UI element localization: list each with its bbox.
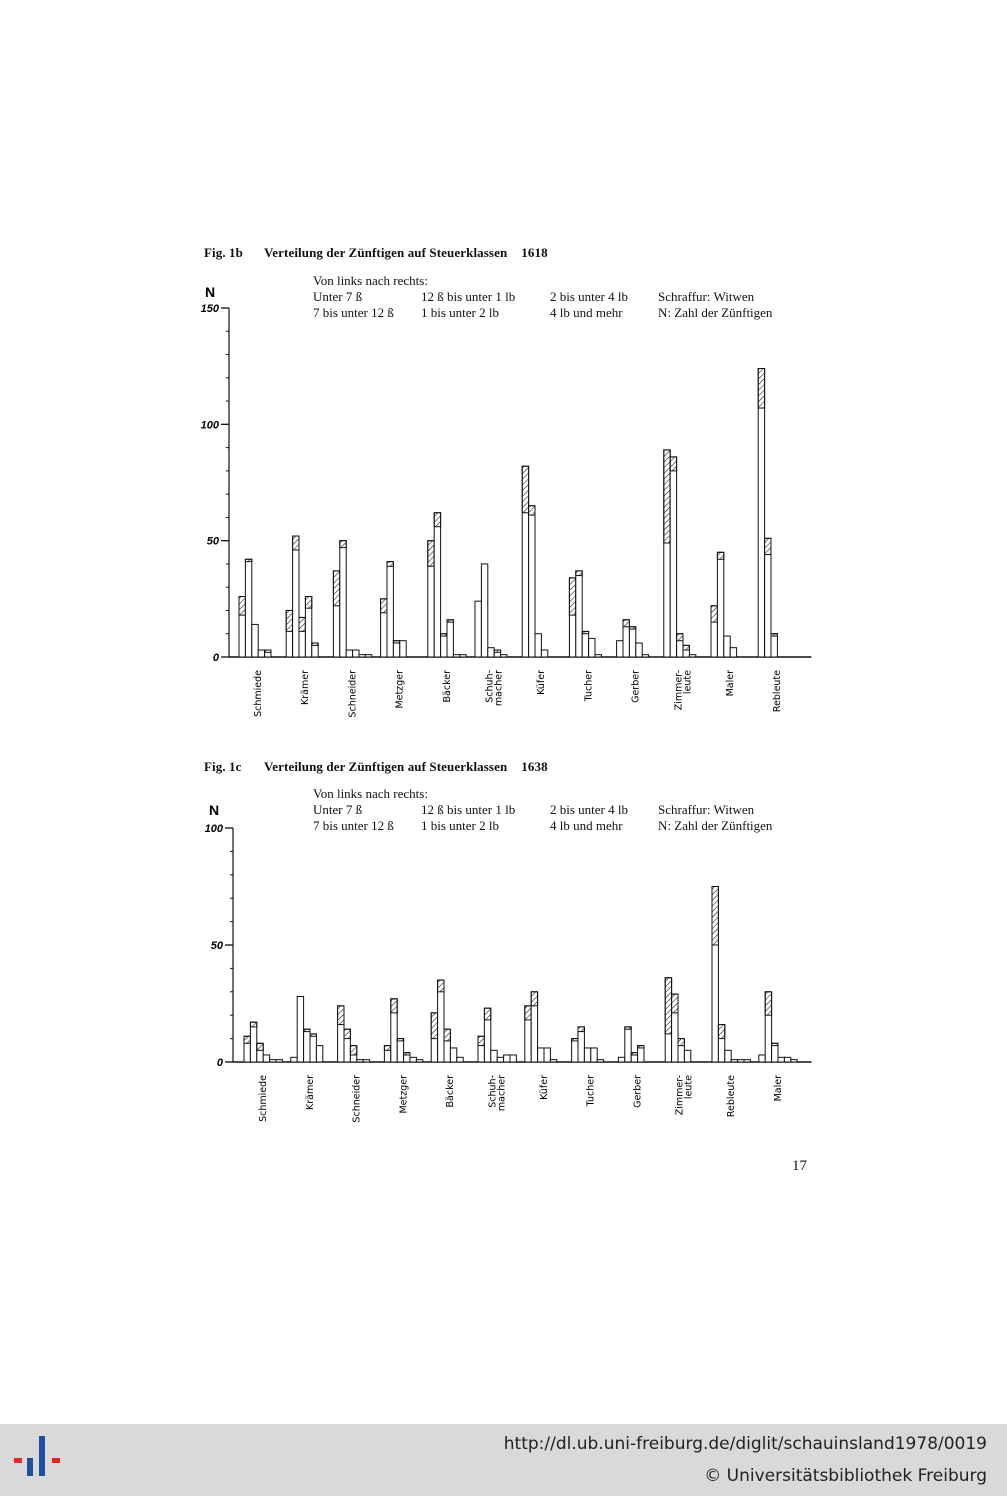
footer-bar <box>0 1424 1007 1496</box>
widow-segment <box>344 1029 350 1038</box>
category-label: Schneider <box>351 1075 363 1123</box>
bar <box>457 1057 463 1062</box>
bar <box>725 1050 731 1062</box>
category-label: Krämer <box>300 670 312 705</box>
widow-segment <box>391 999 397 1013</box>
bar <box>291 1057 297 1062</box>
bar <box>578 1027 584 1062</box>
legend-class-2: 7 bis unter 12 ß <box>313 305 394 320</box>
category-label: Maler <box>725 670 736 697</box>
category-label: Krämer <box>304 1075 316 1110</box>
widow-segment <box>531 992 537 1006</box>
category-label: Tucher <box>583 670 595 702</box>
widow-segment <box>431 1013 437 1039</box>
bar <box>572 1039 578 1062</box>
bar <box>550 1060 556 1062</box>
category-label: Metzger <box>398 1075 410 1114</box>
figure-1c-year: 1638 <box>521 759 548 774</box>
widow-segment <box>350 1046 356 1055</box>
legend-hatch-note: Schraffur: Witwen <box>658 802 755 817</box>
y-tick-label: 100 <box>204 823 223 835</box>
legend-class-2: 7 bis unter 12 ß <box>313 818 394 833</box>
widow-segment <box>572 1039 578 1041</box>
bar <box>310 1034 316 1062</box>
footer-url[interactable]: http://dl.ub.uni-freiburg.de/diglit/schauinsland1978/0019 <box>503 1434 987 1454</box>
category-label: macher <box>496 1075 508 1112</box>
widow-segment <box>304 1029 310 1031</box>
bar <box>276 1060 282 1062</box>
bar <box>591 1048 597 1062</box>
legend-class-6: 4 lb und mehr <box>550 305 623 320</box>
bar <box>297 996 303 1062</box>
category-label: Rebleute <box>772 670 784 713</box>
widow-segment <box>712 887 718 946</box>
bar <box>504 1055 510 1062</box>
bar <box>510 1055 516 1062</box>
bar <box>625 1027 631 1062</box>
legend-hatch-note: Schraffur: Witwen <box>658 289 755 304</box>
widow-segment <box>338 1006 344 1025</box>
widow-segment <box>525 1006 531 1020</box>
category-label: Gerber <box>630 670 642 703</box>
footer-copyright: © Universitätsbibliothek Freiburg <box>704 1466 987 1486</box>
widow-segment <box>578 1027 584 1032</box>
widow-segment <box>638 1046 644 1048</box>
category-label: Gerber <box>632 1075 644 1108</box>
bar <box>791 1060 797 1062</box>
y-axis-label: N <box>209 802 220 818</box>
category-label: Schmiede <box>253 670 264 717</box>
y-tick-label: 50 <box>210 940 223 952</box>
bar <box>597 1060 603 1062</box>
legend-class-5: 2 bis unter 4 lb <box>550 289 628 304</box>
bar <box>450 1048 456 1062</box>
legend-class-4: 1 bis unter 2 lb <box>421 818 499 833</box>
bar <box>357 1060 363 1062</box>
category-label: Küfer <box>538 1075 550 1100</box>
widow-segment <box>384 1046 390 1051</box>
bar <box>363 1060 369 1062</box>
widow-segment <box>672 994 678 1013</box>
bar <box>416 1060 422 1062</box>
category-label: Küfer <box>536 670 548 695</box>
legend-class-3: 12 ß bis unter 1 lb <box>421 802 516 817</box>
legend-class-5: 2 bis unter 4 lb <box>550 802 628 817</box>
category-label: Schuh- <box>487 1075 499 1108</box>
y-axis-label: N <box>205 284 216 300</box>
category-label: Tucher <box>585 1075 597 1107</box>
y-tick-label: 150 <box>200 303 219 315</box>
page-number: 17 <box>792 1158 807 1174</box>
category-label: leute <box>683 1075 695 1100</box>
widow-segment <box>244 1036 250 1043</box>
bar <box>744 1060 750 1062</box>
widow-segment <box>631 1053 637 1055</box>
widow-segment <box>257 1043 263 1050</box>
legend-class-3: 12 ß bis unter 1 lb <box>421 289 516 304</box>
bar <box>731 1060 737 1062</box>
widow-segment <box>397 1039 403 1041</box>
figure-1b-caption: Verteilung der Zünftigen auf Steuerklassen <box>264 245 508 260</box>
widow-segment <box>438 980 444 992</box>
legend-n-note: N: Zahl der Zünftigen <box>658 305 773 320</box>
widow-segment <box>444 1029 450 1041</box>
widow-segment <box>484 1008 490 1020</box>
legend-intro: Von links nach rechts: <box>313 273 428 288</box>
bar <box>270 1060 276 1062</box>
widow-segment <box>250 1022 256 1027</box>
bar <box>438 980 444 1062</box>
bar <box>618 1057 624 1062</box>
bar <box>304 1029 310 1062</box>
bar <box>684 1050 690 1062</box>
bar <box>263 1055 269 1062</box>
legend-class-1: Unter 7 ß <box>313 802 363 817</box>
bar <box>778 1057 784 1062</box>
legend-n-note: N: Zahl der Zünftigen <box>658 818 773 833</box>
widow-segment <box>625 1027 631 1029</box>
y-tick-label: 50 <box>206 535 219 548</box>
category-label: leute <box>682 670 694 695</box>
bar <box>316 1046 322 1062</box>
y-tick-label: 0 <box>216 1057 223 1069</box>
widow-segment <box>478 1036 484 1045</box>
figure-1c-caption: Verteilung der Zünftigen auf Steuerklassen <box>264 759 508 774</box>
category-label: Rebleute <box>726 1075 737 1118</box>
widow-segment <box>772 1043 778 1045</box>
widow-segment <box>404 1053 410 1055</box>
category-label: Bäcker <box>445 1075 457 1108</box>
bar <box>584 1048 590 1062</box>
category-label: Bäcker <box>441 670 453 703</box>
category-label: Schuh- <box>484 670 496 703</box>
category-label: Zimmer- <box>674 1075 686 1116</box>
bar <box>759 1055 765 1062</box>
bar <box>497 1057 503 1062</box>
bar <box>784 1057 790 1062</box>
category-label: Zimmer- <box>673 670 685 711</box>
library-logo-icon <box>14 1436 66 1486</box>
bar <box>544 1048 550 1062</box>
legend-class-1: Unter 7 ß <box>313 289 363 304</box>
bar <box>250 1022 256 1062</box>
figure-1c-number: Fig. 1c <box>204 759 242 774</box>
category-label: Maler <box>772 1075 784 1102</box>
category-label: Schneider <box>347 670 359 718</box>
y-tick-label: 0 <box>212 652 219 664</box>
bar <box>491 1050 497 1062</box>
bar <box>410 1057 416 1062</box>
bar <box>738 1060 744 1062</box>
bar <box>538 1048 544 1062</box>
category-label: macher <box>493 670 505 707</box>
legend-class-4: 1 bis unter 2 lb <box>421 305 499 320</box>
widow-segment <box>718 1025 724 1039</box>
widow-segment <box>678 1039 684 1046</box>
category-label: Metzger <box>394 670 406 709</box>
widow-segment <box>310 1034 316 1036</box>
category-label: Schmiede <box>258 1075 269 1122</box>
y-tick-label: 100 <box>200 419 219 432</box>
legend-class-6: 4 lb und mehr <box>550 818 623 833</box>
figure-1b-number: Fig. 1b <box>204 245 243 260</box>
figure-1b-year: 1618 <box>521 245 548 260</box>
widow-segment <box>665 978 671 1034</box>
legend-intro: Von links nach rechts: <box>313 786 428 801</box>
bar <box>397 1039 403 1062</box>
widow-segment <box>765 992 771 1015</box>
